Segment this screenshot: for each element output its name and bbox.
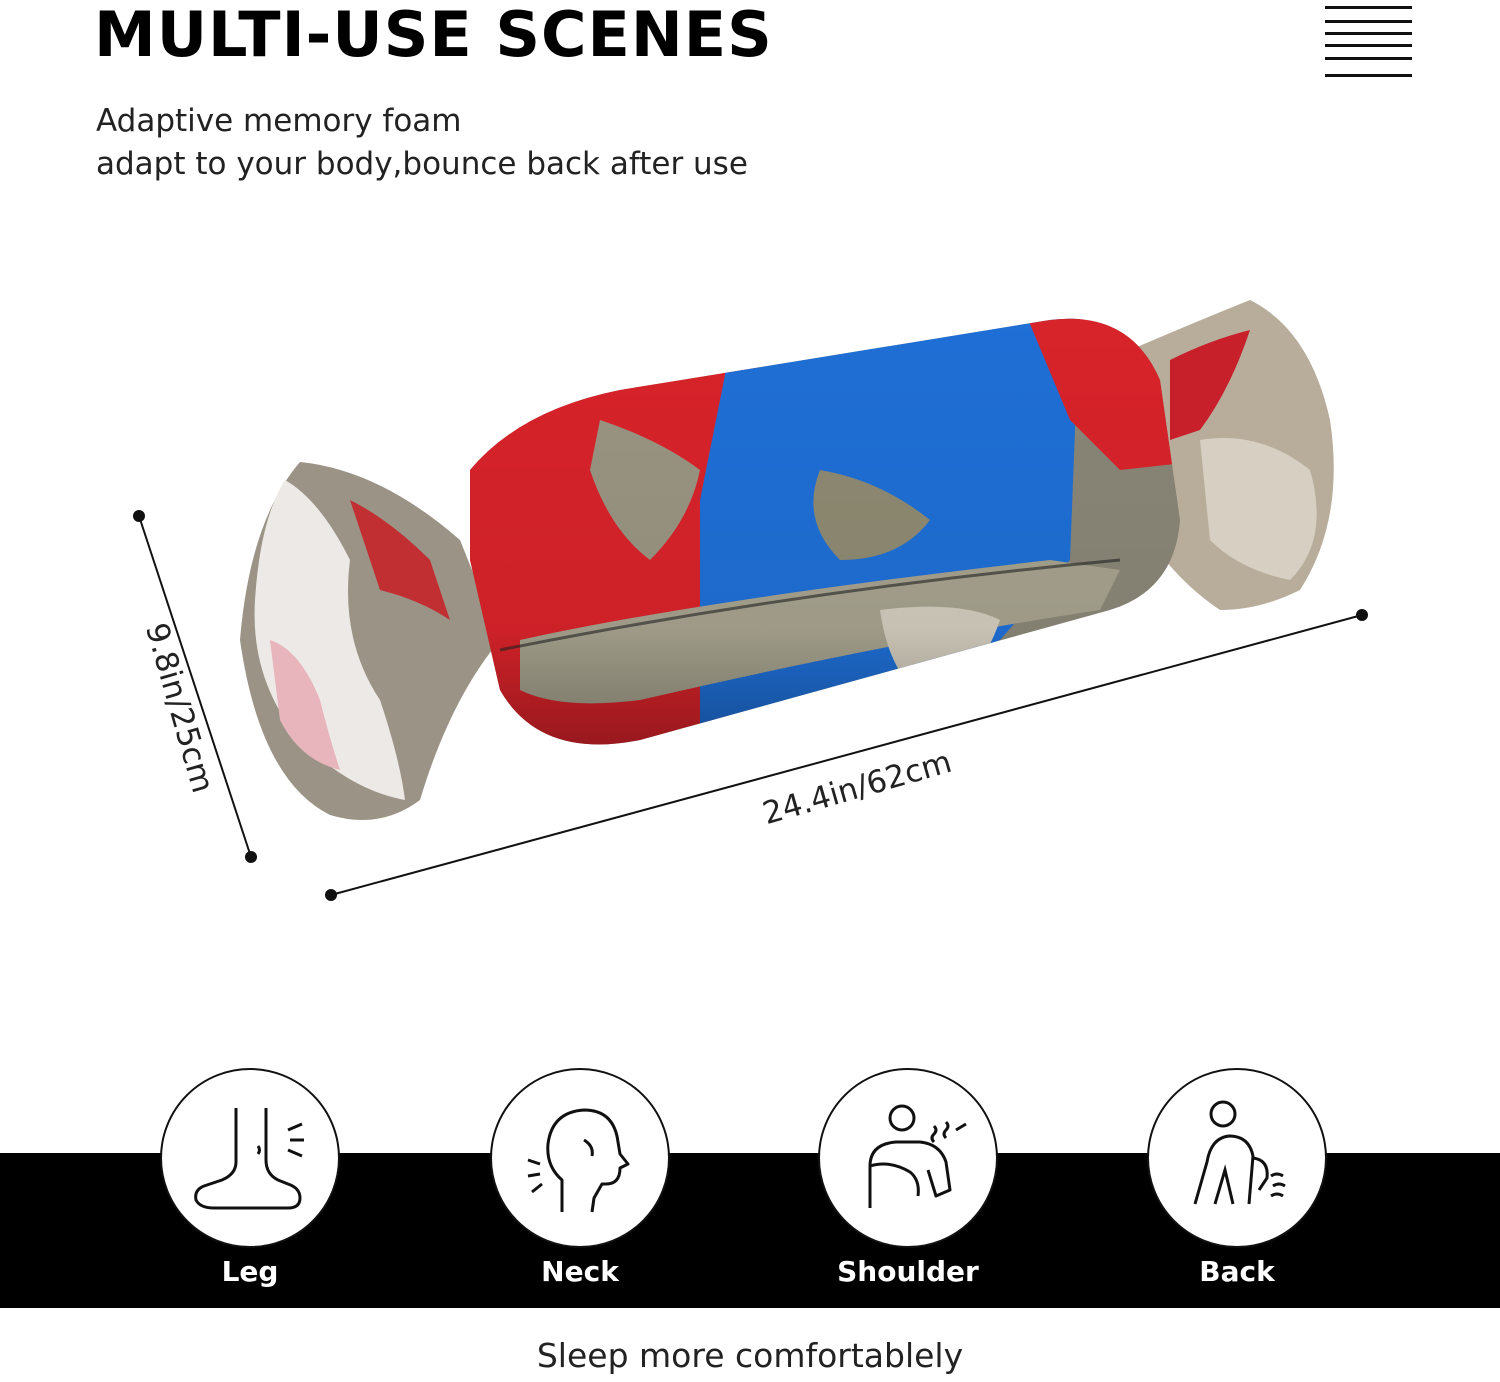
scene-shoulder-label: Shoulder — [837, 1255, 979, 1288]
bolster-pillow-image — [0, 280, 1500, 940]
description-line-1: Adaptive memory foam — [96, 103, 462, 139]
scene-shoulder — [818, 1068, 998, 1248]
description-line-2: adapt to your body,bounce back after use — [96, 146, 748, 182]
head-neck-icon — [522, 1100, 642, 1220]
back-pain-icon — [1179, 1100, 1299, 1220]
menu-icon[interactable] — [1325, 4, 1412, 78]
scene-leg — [160, 1068, 340, 1248]
scene-neck-label: Neck — [541, 1255, 619, 1288]
length-dimension-label: 24.4in/62cm — [758, 743, 956, 833]
scene-back-label: Back — [1199, 1255, 1275, 1288]
description — [96, 100, 748, 186]
scene-leg-label: Leg — [221, 1255, 279, 1288]
shoulder-pain-icon — [850, 1100, 970, 1220]
footer-tagline: Sleep more comfortablely — [536, 1336, 964, 1375]
height-dimension-label: 9.8in/25cm — [137, 619, 221, 797]
page-title: MULTI-USE SCENES — [94, 0, 773, 71]
scene-back — [1147, 1068, 1327, 1248]
foot-icon — [192, 1100, 312, 1220]
scene-neck — [490, 1068, 670, 1248]
